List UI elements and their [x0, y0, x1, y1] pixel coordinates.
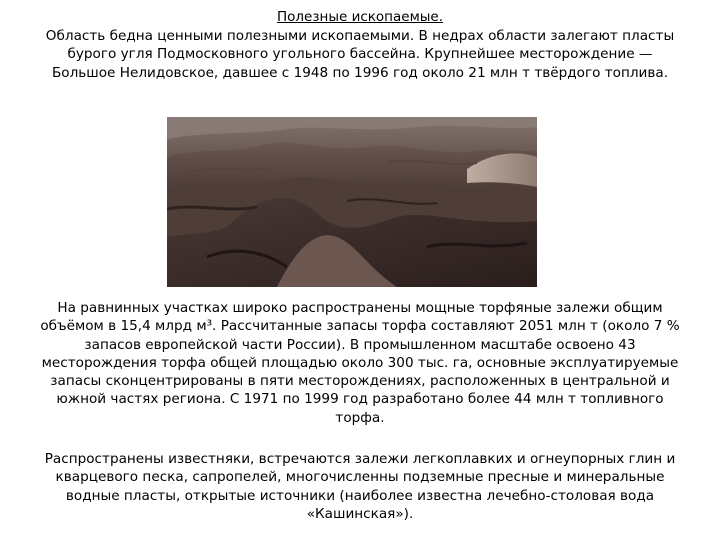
- paragraph-coal: Область бедна ценными полезными ископаемыми. В недрах области залегают пласты бурого угля Подмосковного угольного бассейна. Крупнейшее месторождение — Большое Нелидовское, давшее с 1948 по 1996 год около 21 млн т твёрдого топлива.: [45, 28, 675, 81]
- slide-title: Полезные ископаемые.: [276, 9, 444, 25]
- landscape-photo: [167, 117, 537, 287]
- paragraph-peat: На равнинных участках широко распространены мощные торфяные залежи общим объёмом в 15,4 млрд м³. Рассчитанные запасы торфа составляют 2051 млн т (около 7 % запасов европейской части России). В промышленном масштабе освоено 43 месторождения торфа общей площадью около 300 тыс. га, основные эксплуатируемые запасы сконцентрированы в пяти месторождениях, расположенных в центральной и южной частях региона. С 1971 по 1999 год разработано более 44 млн т топливного торфа.: [40, 300, 680, 426]
- paragraph-other-minerals: Распространены известняки, встречаются залежи легкоплавких и огнеупорных глин и кварцевого песка, сапропелей, многочисленны подземные пресные и минеральные водные пласты, открытые источники (наиболее известна лечебно-столовая вода «Кашинская»).: [44, 451, 676, 522]
